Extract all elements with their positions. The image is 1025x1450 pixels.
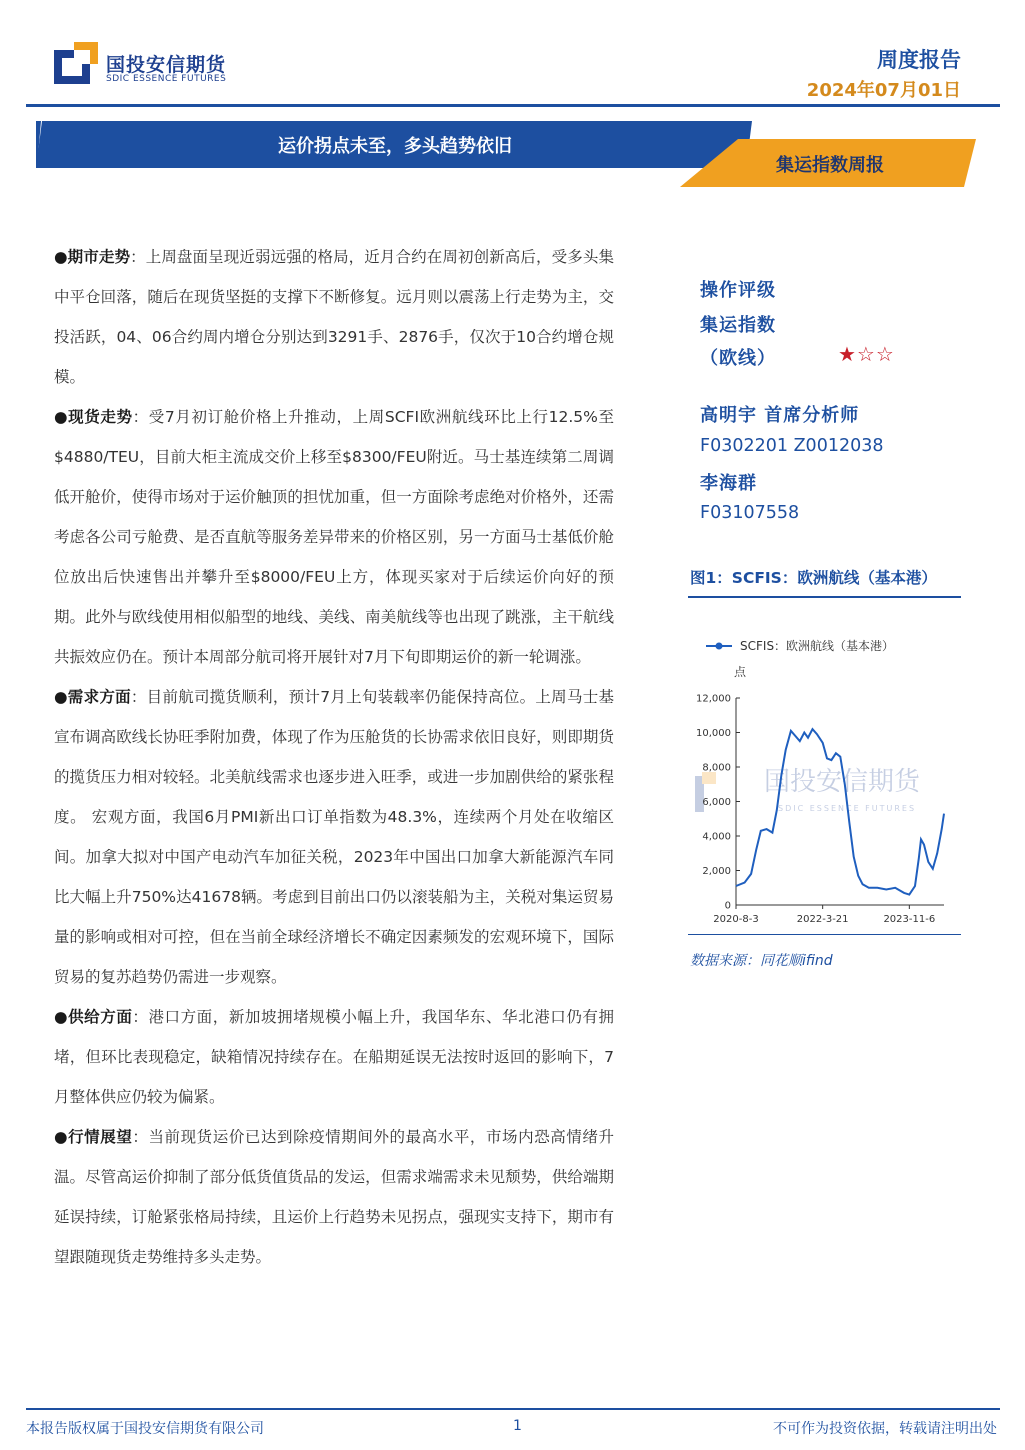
logo-name-cn: 国投安信期货 xyxy=(106,54,227,76)
analyst-2-license: F03107558 xyxy=(700,503,800,523)
report-date: 2024年07月01日 xyxy=(806,80,961,101)
watermark-logo-accent xyxy=(702,772,716,784)
footer-disclaimer: 不可作为投资依据，转载请注明出处 xyxy=(773,1421,997,1437)
analyst-1-name: 高明宇 首席分析师 xyxy=(700,405,860,426)
y-tick-label: 6,000 xyxy=(702,797,731,808)
y-tick-label: 8,000 xyxy=(702,762,731,774)
paragraph-heading: ●供给方面 xyxy=(54,1008,133,1026)
paragraph-supply xyxy=(54,997,614,1117)
legend-marker xyxy=(716,643,723,650)
figure-bottom-rule xyxy=(688,934,961,935)
paragraph-futures xyxy=(54,237,614,397)
footer-divider xyxy=(26,1408,1000,1410)
x-tick-label: 2023-11-6 xyxy=(883,914,936,925)
report-title: 运价拐点未至，多头趋势依旧 xyxy=(278,136,512,157)
logo-name-en: SDIC ESSENCE FUTURES xyxy=(106,74,227,84)
paragraph-text: ：上周盘面呈现近弱远强的格局，近月合约在周初创新高后，受多头集中平仓回落，随后在现货坚挺的支撑下不断修复。远月则以震荡上行走势为主，交投活跃，04、06合约周内增仓分别达到3291手、2876手，仅次于10合约增仓规模。 xyxy=(54,248,614,386)
chart-legend xyxy=(706,638,894,679)
paragraph-heading: ●期市走势 xyxy=(54,248,131,266)
report-type: 周度报告 xyxy=(877,48,961,72)
paragraph-text: ：港口方面，新加坡拥堵规模小幅上升，我国华东、华北港口仍有拥堵，但环比表现稳定，缺箱情况持续存在。在船期延误无法按时返回的影响下，7月整体供应仍较为偏紧。 xyxy=(54,1008,614,1106)
analyst-1-licenses: F0302201 Z0012038 xyxy=(700,436,884,456)
footer-copyright: 本报告版权属于国投安信期货有限公司 xyxy=(26,1421,264,1437)
y-tick-label: 2,000 xyxy=(702,866,731,877)
rating-title: 操作评级 xyxy=(700,280,776,301)
page-number: 1 xyxy=(513,1418,522,1434)
report-body xyxy=(54,237,614,1277)
paragraph-demand xyxy=(54,677,614,997)
company-logo-icon xyxy=(54,42,98,84)
figure-title: 图1：SCFIS：欧洲航线（基本港） xyxy=(690,569,937,587)
paragraph-heading: ●需求方面 xyxy=(54,688,131,706)
analyst-2-name: 李海群 xyxy=(700,473,757,494)
scfis-line-chart xyxy=(688,600,961,935)
paragraph-text: ：受7月初订舱价格上升推动，上周SCFI欧洲航线环比上行12.5%至$4880/TEU，目前大柜主流成交价上移至$8300/FEU附近。马士基连续第二周调低开舱价，使得市场对于运价触顶的担忧加重，但一方面除考虑绝对价格外，还需考虑各公司亏舱费、是否直航等服务差异带来的价格区别，另一方面马士基低价舱位放出后快速售出并攀升至$8000/FEU上方，体现买家对于后续运价向好的预期。此外与欧线使用相似船型的地线、美线、南美航线等也出现了跳涨，主干航线共振效应仍在。预计本周部分航司将开展针对7月下旬即期运价的新一轮调涨。 xyxy=(54,408,614,666)
paragraph-spot xyxy=(54,397,614,677)
x-tick-label: 2020-8-3 xyxy=(713,914,759,925)
y-tick-label: 4,000 xyxy=(702,831,731,843)
watermark-en: SDIC ESSENCE FUTURES xyxy=(778,804,917,813)
figure-source: 数据来源：同花顺ifind xyxy=(690,953,833,969)
y-tick-label: 0 xyxy=(724,900,731,912)
paragraph-outlook xyxy=(54,1117,614,1277)
rating-line: （欧线） xyxy=(700,348,776,369)
rating-product: 集运指数 xyxy=(700,315,776,336)
paragraph-text: ：目前航司揽货顺利，预计7月上旬装载率仍能保持高位。上周马士基宣布调高欧线长协旺季附加费，体现了作为压舱货的长协需求依旧良好，则即期货的揽货压力相对较轻。北美航线需求也逐步进入旺季，或进一步加剧供给的紧张程度。 宏观方面，我国6月PMI新出口订单指数为48.3%，连续两个月处在收缩区间。加拿大拟对中国产电动汽车加征关税，2023年中国出口加拿大新能源汽车同比大幅上升750%达41678辆。考虑到目前出口仍以滚装船为主，关税对集运贸易量的影响或相对可控，但在当前全球经济增长不确定因素频发的宏观环境下，国际贸易的复苏趋势仍需进一步观察。 xyxy=(54,688,614,986)
paragraph-heading: ●现货走势 xyxy=(54,408,133,426)
legend-unit: 点 xyxy=(734,665,747,679)
watermark-cn: 国投安信期货 xyxy=(764,767,921,797)
rating-stars-icon: ★☆☆ xyxy=(838,342,895,366)
paragraph-heading: ●行情展望 xyxy=(54,1128,133,1146)
paragraph-text: ：当前现货运价已达到除疫情期间外的最高水平，市场内恐高情绪升温。尽管高运价抑制了部分低货值货品的发运，但需求端需求未见颓势，供给端期延误持续，订舱紧张格局持续，且运价上行趋势未见拐点，强现实支持下，期市有望跟随现货走势维持多头走势。 xyxy=(54,1128,614,1266)
y-tick-label: 10,000 xyxy=(696,728,731,739)
legend-label: SCFIS：欧洲航线（基本港） xyxy=(740,639,895,653)
header-divider xyxy=(26,104,1000,107)
figure-top-rule xyxy=(688,596,961,598)
x-tick-label: 2022-3-21 xyxy=(796,914,849,925)
report-subtitle: 集运指数周报 xyxy=(776,155,884,176)
y-tick-label: 12,000 xyxy=(696,693,731,705)
